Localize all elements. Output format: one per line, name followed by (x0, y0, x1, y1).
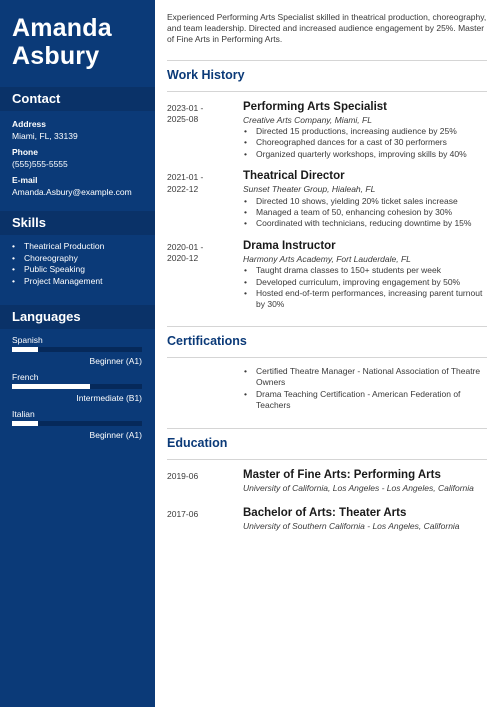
language-item (12, 335, 143, 366)
section-divider (167, 357, 487, 358)
email-label: E-mail (12, 175, 38, 185)
skill-item: • Public Speaking (12, 264, 143, 276)
job-bullet: • Coordinated with technicians, reducing downtime by 15% (243, 218, 487, 229)
company: Sunset Theater Group, Hialeah, FL (243, 184, 376, 195)
language-name: Spanish (12, 335, 43, 346)
skills-heading: Skills (0, 211, 155, 235)
education-entry (167, 506, 487, 532)
language-name: French (12, 372, 39, 383)
section-divider (167, 459, 487, 460)
job-bullet: • Organized quarterly workshops, improving skills by 40% (243, 149, 487, 160)
language-proficiency-fill (12, 384, 90, 389)
language-proficiency-bar (12, 347, 142, 352)
education-entry-body (243, 506, 487, 532)
work-entry (167, 239, 487, 311)
job-bullet: • Choreographed dances for a cast of 30 performers (243, 137, 487, 148)
degree: Master of Fine Arts: Performing Arts (243, 468, 441, 481)
contact-section (0, 111, 155, 198)
work-date: 2021-01 - 2022-12 (167, 172, 204, 194)
sidebar (0, 0, 155, 707)
languages-heading: Languages (0, 305, 155, 329)
work-entry-body (243, 100, 487, 161)
job-bullet: • Directed 10 shows, yielding 20% ticket sales increase (243, 196, 487, 207)
education-date: 2017-06 (167, 508, 199, 519)
language-level: Beginner (A1) (89, 356, 142, 367)
language-item (12, 372, 143, 403)
skills-list (0, 235, 155, 287)
languages-list (0, 329, 155, 440)
degree: Bachelor of Arts: Theater Arts (243, 506, 407, 519)
professional-summary: Experienced Performing Arts Specialist skilled in theatrical production, choreography, and team leadership. Directed and increased audience engagement by 25%. Master of Fine Arts in Performing Arts. (167, 12, 487, 45)
job-bullet: • Hosted end-of-term performances, increasing parent turnout by 30% (243, 288, 487, 311)
company: Creative Arts Company, Miami, FL (243, 114, 372, 125)
job-bullets (243, 265, 487, 311)
certifications-heading: Certifications (167, 333, 247, 348)
job-bullet: • Developed curriculum, improving engagement by 50% (243, 277, 487, 288)
language-proficiency-fill (12, 347, 38, 352)
job-title: Drama Instructor (243, 239, 336, 252)
work-date: 2023-01 - 2025-08 (167, 102, 204, 125)
skill-item: • Theatrical Production (12, 241, 143, 253)
language-name: Italian (12, 409, 35, 420)
job-title: Theatrical Director (243, 170, 345, 183)
work-entry (167, 169, 487, 230)
certifications-list (243, 366, 487, 412)
first-name: Amanda (12, 14, 112, 42)
job-bullets (243, 196, 487, 230)
language-level: Intermediate (B1) (76, 393, 142, 404)
language-item (12, 409, 143, 440)
candidate-name (0, 0, 155, 70)
work-history-heading: Work History (167, 67, 245, 82)
contact-heading: Contact (0, 87, 155, 111)
phone-value[interactable]: (555)555-5555 (12, 159, 68, 169)
education-date: 2019-06 (167, 470, 199, 481)
certification-item: • Drama Teaching Certification - American Federation of Teachers (243, 389, 487, 412)
job-bullet: • Directed 15 productions, increasing audience by 25% (243, 126, 487, 137)
language-proficiency-bar (12, 421, 142, 426)
language-proficiency-fill (12, 421, 38, 426)
language-level: Beginner (A1) (89, 430, 142, 441)
language-proficiency-bar (12, 384, 142, 389)
job-bullet: • Managed a team of 50, enhancing cohesion by 30% (243, 207, 487, 218)
work-entry (167, 100, 487, 161)
work-entry-body (243, 239, 487, 311)
email-value[interactable]: Amanda.Asbury@example.com (12, 187, 132, 197)
skill-item: • Choreography (12, 253, 143, 265)
school: University of Southern California - Los Angeles, California (243, 520, 460, 531)
section-divider (167, 91, 487, 92)
last-name: Asbury (12, 42, 100, 70)
job-bullets (243, 126, 487, 160)
job-title: Performing Arts Specialist (243, 100, 388, 113)
skill-item: • Project Management (12, 276, 143, 288)
education-heading: Education (167, 435, 228, 450)
education-entry (167, 468, 487, 494)
company: Harmony Arts Academy, Fort Lauderdale, FL (243, 253, 411, 264)
school: University of California, Los Angeles - Los Angeles, California (243, 482, 474, 493)
address-value: Miami, FL, 33139 (12, 131, 78, 141)
education-entry-body (243, 468, 487, 494)
address-label: Address (12, 119, 47, 129)
main-content (167, 0, 487, 532)
phone-label: Phone (12, 147, 38, 157)
work-entry-body (243, 169, 487, 230)
work-date: 2020-01 - 2020-12 (167, 241, 204, 264)
certification-item: • Certified Theatre Manager - National Association of Theatre Owners (243, 366, 487, 389)
job-bullet: • Taught drama classes to 150+ students per week (243, 265, 487, 276)
